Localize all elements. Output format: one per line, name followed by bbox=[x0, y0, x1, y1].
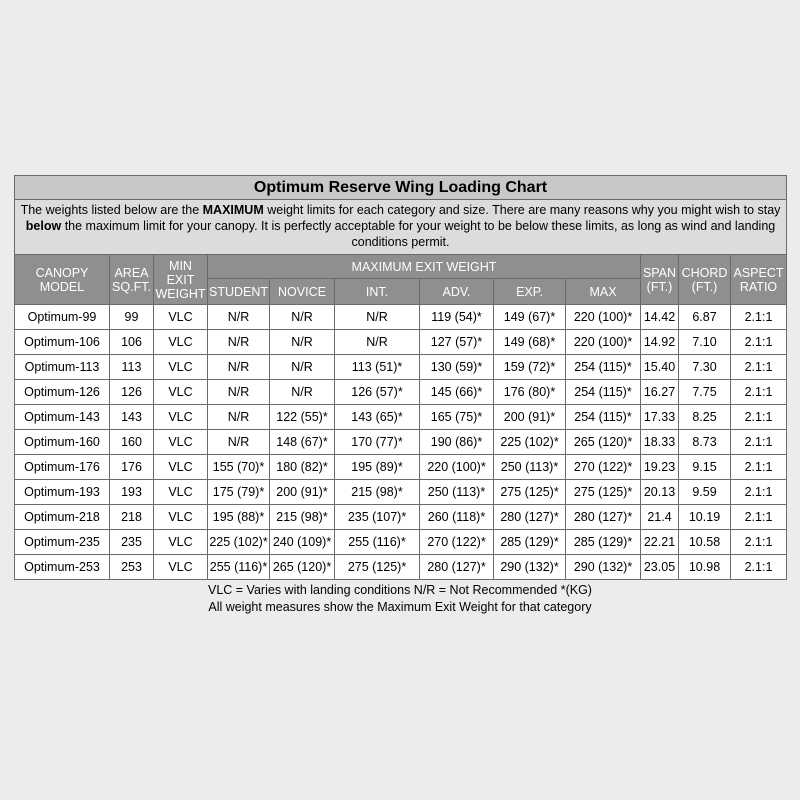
cell-student: 195 (88)* bbox=[208, 505, 270, 530]
cell-novice: N/R bbox=[270, 380, 335, 405]
cell-model: Optimum-106 bbox=[15, 330, 110, 355]
description-emphasis-below: below bbox=[25, 219, 62, 233]
wing-loading-chart bbox=[14, 175, 786, 616]
description-emphasis-maximum: MAXIMUM bbox=[202, 203, 264, 217]
table-row bbox=[15, 530, 787, 555]
table-row bbox=[15, 430, 787, 455]
cell-novice: 148 (67)* bbox=[270, 430, 335, 455]
cell-area: 218 bbox=[110, 505, 154, 530]
cell-exp: 159 (72)* bbox=[494, 355, 566, 380]
cell-span: 18.33 bbox=[641, 430, 679, 455]
cell-student: N/R bbox=[208, 430, 270, 455]
cell-chord: 7.10 bbox=[679, 330, 731, 355]
cell-chord: 8.25 bbox=[679, 405, 731, 430]
header-min-exit-weight: MIN EXIT WEIGHT bbox=[154, 255, 208, 305]
cell-max: 285 (129)* bbox=[566, 530, 641, 555]
header-exp: EXP. bbox=[494, 279, 566, 305]
cell-exp: 280 (127)* bbox=[494, 505, 566, 530]
cell-student: 175 (79)* bbox=[208, 480, 270, 505]
cell-max: 254 (115)* bbox=[566, 405, 641, 430]
cell-min-exit-weight: VLC bbox=[154, 305, 208, 330]
cell-adv: 165 (75)* bbox=[420, 405, 494, 430]
cell-student: N/R bbox=[208, 330, 270, 355]
chart-title: Optimum Reserve Wing Loading Chart bbox=[15, 176, 787, 200]
cell-adv: 270 (122)* bbox=[420, 530, 494, 555]
cell-model: Optimum-160 bbox=[15, 430, 110, 455]
cell-min-exit-weight: VLC bbox=[154, 380, 208, 405]
cell-min-exit-weight: VLC bbox=[154, 330, 208, 355]
footnote-category-note: All weight measures show the Maximum Exit Weight for that category bbox=[208, 600, 592, 614]
cell-area: 176 bbox=[110, 455, 154, 480]
cell-chord: 7.30 bbox=[679, 355, 731, 380]
cell-chord: 9.15 bbox=[679, 455, 731, 480]
chart-footnotes bbox=[14, 582, 786, 616]
description-text-3: the maximum limit for your canopy. It is perfectly acceptable for your weight to be below these limits, as long as wind and landing conditions permit. bbox=[61, 219, 776, 249]
cell-adv: 145 (66)* bbox=[420, 380, 494, 405]
cell-aspect-ratio: 2.1:1 bbox=[731, 555, 787, 580]
cell-novice: 200 (91)* bbox=[270, 480, 335, 505]
cell-exp: 290 (132)* bbox=[494, 555, 566, 580]
cell-int: 143 (65)* bbox=[335, 405, 420, 430]
header-area: AREA SQ.FT. bbox=[110, 255, 154, 305]
cell-exp: 149 (68)* bbox=[494, 330, 566, 355]
cell-min-exit-weight: VLC bbox=[154, 480, 208, 505]
cell-max: 220 (100)* bbox=[566, 305, 641, 330]
cell-chord: 10.98 bbox=[679, 555, 731, 580]
cell-int: N/R bbox=[335, 330, 420, 355]
table-row bbox=[15, 405, 787, 430]
header-canopy-model: CANOPY MODEL bbox=[15, 255, 110, 305]
table-row bbox=[15, 330, 787, 355]
chart-description bbox=[15, 200, 787, 255]
cell-area: 113 bbox=[110, 355, 154, 380]
cell-span: 14.92 bbox=[641, 330, 679, 355]
header-span: SPAN (FT.) bbox=[641, 255, 679, 305]
cell-novice: N/R bbox=[270, 330, 335, 355]
cell-max: 270 (122)* bbox=[566, 455, 641, 480]
cell-model: Optimum-99 bbox=[15, 305, 110, 330]
cell-chord: 10.58 bbox=[679, 530, 731, 555]
cell-aspect-ratio: 2.1:1 bbox=[731, 480, 787, 505]
cell-int: 235 (107)* bbox=[335, 505, 420, 530]
cell-exp: 200 (91)* bbox=[494, 405, 566, 430]
cell-student: 255 (116)* bbox=[208, 555, 270, 580]
cell-model: Optimum-253 bbox=[15, 555, 110, 580]
cell-student: N/R bbox=[208, 355, 270, 380]
cell-novice: 215 (98)* bbox=[270, 505, 335, 530]
cell-int: 126 (57)* bbox=[335, 380, 420, 405]
cell-exp: 176 (80)* bbox=[494, 380, 566, 405]
cell-area: 160 bbox=[110, 430, 154, 455]
cell-adv: 130 (59)* bbox=[420, 355, 494, 380]
cell-novice: 122 (55)* bbox=[270, 405, 335, 430]
table-row bbox=[15, 380, 787, 405]
cell-model: Optimum-193 bbox=[15, 480, 110, 505]
cell-aspect-ratio: 2.1:1 bbox=[731, 530, 787, 555]
cell-int: 215 (98)* bbox=[335, 480, 420, 505]
cell-max: 254 (115)* bbox=[566, 380, 641, 405]
table-row bbox=[15, 355, 787, 380]
cell-adv: 119 (54)* bbox=[420, 305, 494, 330]
cell-aspect-ratio: 2.1:1 bbox=[731, 430, 787, 455]
cell-novice: 265 (120)* bbox=[270, 555, 335, 580]
table-row bbox=[15, 555, 787, 580]
cell-adv: 280 (127)* bbox=[420, 555, 494, 580]
cell-adv: 127 (57)* bbox=[420, 330, 494, 355]
cell-span: 15.40 bbox=[641, 355, 679, 380]
cell-aspect-ratio: 2.1:1 bbox=[731, 455, 787, 480]
table-row bbox=[15, 455, 787, 480]
header-max-exit-weight: MAXIMUM EXIT WEIGHT bbox=[208, 255, 641, 279]
cell-exp: 275 (125)* bbox=[494, 480, 566, 505]
cell-model: Optimum-113 bbox=[15, 355, 110, 380]
cell-span: 19.23 bbox=[641, 455, 679, 480]
cell-area: 106 bbox=[110, 330, 154, 355]
footnote-legend: VLC = Varies with landing conditions N/R = Not Recommended *(KG) bbox=[208, 583, 592, 597]
table-row bbox=[15, 305, 787, 330]
cell-novice: 180 (82)* bbox=[270, 455, 335, 480]
cell-novice: N/R bbox=[270, 355, 335, 380]
cell-min-exit-weight: VLC bbox=[154, 355, 208, 380]
cell-student: 155 (70)* bbox=[208, 455, 270, 480]
cell-span: 20.13 bbox=[641, 480, 679, 505]
cell-adv: 190 (86)* bbox=[420, 430, 494, 455]
header-chord: CHORD (FT.) bbox=[679, 255, 731, 305]
header-adv: ADV. bbox=[420, 279, 494, 305]
chart-table bbox=[14, 175, 787, 580]
cell-span: 16.27 bbox=[641, 380, 679, 405]
cell-min-exit-weight: VLC bbox=[154, 555, 208, 580]
cell-int: N/R bbox=[335, 305, 420, 330]
cell-area: 143 bbox=[110, 405, 154, 430]
cell-novice: N/R bbox=[270, 305, 335, 330]
header-novice: NOVICE bbox=[270, 279, 335, 305]
cell-adv: 250 (113)* bbox=[420, 480, 494, 505]
header-int: INT. bbox=[335, 279, 420, 305]
cell-aspect-ratio: 2.1:1 bbox=[731, 405, 787, 430]
cell-span: 23.05 bbox=[641, 555, 679, 580]
cell-student: N/R bbox=[208, 405, 270, 430]
cell-exp: 250 (113)* bbox=[494, 455, 566, 480]
cell-model: Optimum-218 bbox=[15, 505, 110, 530]
cell-student: 225 (102)* bbox=[208, 530, 270, 555]
cell-area: 253 bbox=[110, 555, 154, 580]
cell-aspect-ratio: 2.1:1 bbox=[731, 305, 787, 330]
cell-max: 220 (100)* bbox=[566, 330, 641, 355]
cell-min-exit-weight: VLC bbox=[154, 405, 208, 430]
cell-span: 14.42 bbox=[641, 305, 679, 330]
cell-chord: 9.59 bbox=[679, 480, 731, 505]
table-row bbox=[15, 480, 787, 505]
cell-model: Optimum-126 bbox=[15, 380, 110, 405]
cell-area: 126 bbox=[110, 380, 154, 405]
header-student: STUDENT bbox=[208, 279, 270, 305]
cell-area: 99 bbox=[110, 305, 154, 330]
cell-student: N/R bbox=[208, 380, 270, 405]
header-aspect-ratio: ASPECT RATIO bbox=[731, 255, 787, 305]
cell-span: 17.33 bbox=[641, 405, 679, 430]
cell-span: 22.21 bbox=[641, 530, 679, 555]
cell-student: N/R bbox=[208, 305, 270, 330]
cell-aspect-ratio: 2.1:1 bbox=[731, 330, 787, 355]
cell-model: Optimum-143 bbox=[15, 405, 110, 430]
cell-area: 235 bbox=[110, 530, 154, 555]
cell-span: 21.4 bbox=[641, 505, 679, 530]
cell-chord: 10.19 bbox=[679, 505, 731, 530]
table-row bbox=[15, 505, 787, 530]
cell-exp: 225 (102)* bbox=[494, 430, 566, 455]
cell-int: 275 (125)* bbox=[335, 555, 420, 580]
cell-int: 113 (51)* bbox=[335, 355, 420, 380]
cell-exp: 285 (129)* bbox=[494, 530, 566, 555]
description-text-1: The weights listed below are the bbox=[20, 203, 203, 217]
cell-int: 255 (116)* bbox=[335, 530, 420, 555]
cell-max: 254 (115)* bbox=[566, 355, 641, 380]
cell-novice: 240 (109)* bbox=[270, 530, 335, 555]
cell-exp: 149 (67)* bbox=[494, 305, 566, 330]
cell-min-exit-weight: VLC bbox=[154, 505, 208, 530]
cell-model: Optimum-235 bbox=[15, 530, 110, 555]
cell-adv: 220 (100)* bbox=[420, 455, 494, 480]
cell-chord: 6.87 bbox=[679, 305, 731, 330]
cell-max: 290 (132)* bbox=[566, 555, 641, 580]
cell-max: 280 (127)* bbox=[566, 505, 641, 530]
cell-chord: 7.75 bbox=[679, 380, 731, 405]
cell-int: 195 (89)* bbox=[335, 455, 420, 480]
cell-area: 193 bbox=[110, 480, 154, 505]
cell-max: 265 (120)* bbox=[566, 430, 641, 455]
description-text-2: weight limits for each category and size. There are many reasons why you might wish to stay bbox=[263, 203, 781, 217]
cell-aspect-ratio: 2.1:1 bbox=[731, 380, 787, 405]
cell-chord: 8.73 bbox=[679, 430, 731, 455]
cell-max: 275 (125)* bbox=[566, 480, 641, 505]
cell-min-exit-weight: VLC bbox=[154, 430, 208, 455]
cell-aspect-ratio: 2.1:1 bbox=[731, 505, 787, 530]
cell-adv: 260 (118)* bbox=[420, 505, 494, 530]
cell-min-exit-weight: VLC bbox=[154, 530, 208, 555]
cell-model: Optimum-176 bbox=[15, 455, 110, 480]
cell-min-exit-weight: VLC bbox=[154, 455, 208, 480]
header-max: MAX bbox=[566, 279, 641, 305]
cell-aspect-ratio: 2.1:1 bbox=[731, 355, 787, 380]
cell-int: 170 (77)* bbox=[335, 430, 420, 455]
